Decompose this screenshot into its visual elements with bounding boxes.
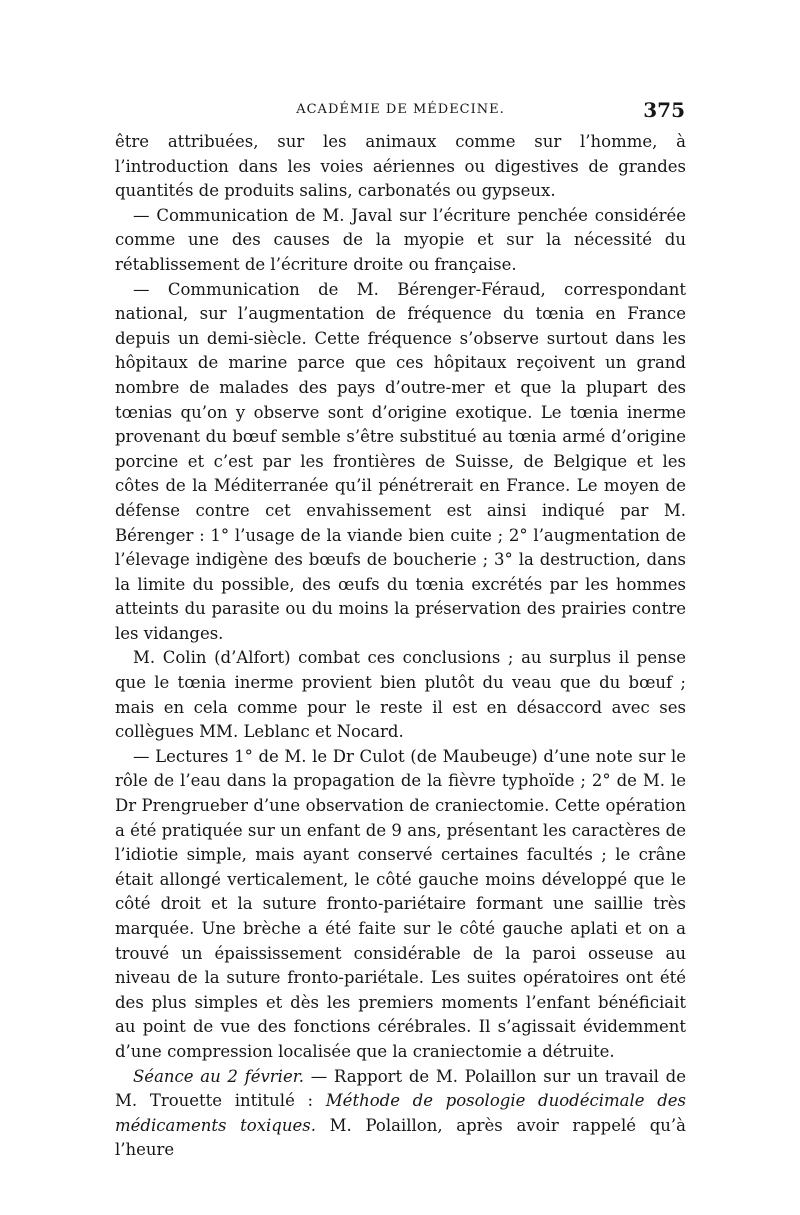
- paragraph: — Communication de M. Javal sur l’écriture penchée considérée comme une des causes de la myopie et sur la nécessité du rétablissement de l’écriture droite ou française.: [115, 205, 686, 274]
- session-text: — Rapport de M. Polaillon sur un travail de M. Trouette intitulé :: [115, 1066, 686, 1111]
- paragraph: M. Colin (d’Alfort) combat ces conclusions ; au surplus il pense que le tœnia inerme provient bien plutôt du veau que du bœuf ; mais en cela comme pour le reste il est en désaccord avec ses collègues MM. Leblanc et Nocard.: [115, 648, 686, 742]
- paragraph: — Lectures 1° de M. le Dr Culot (de Maubeuge) d’une note sur le rôle de l’eau dans la propagation de la fièvre typhoïde ; 2° de M. le Dr Prengrueber d’une observation de craniectomie. Cette opération a été pratiquée sur un enfant de 9 ans, présentant les caractères de l’idiotie simple, mais ayant conservé certaines facultés ; le crâne était allongé verticalement, le côté gauche moins développé que le côté droit et la suture fronto-pariétaire formant une saillie très marquée. Une brèche a été faite sur le côté gauche aplati et on a trouvé un épaississement considérable de la paroi osseuse au niveau de la suture fronto-pariétale. Les suites opératoires ont été des plus simples et dès les premiers moments l’enfant bénéficiait au point de vue des fonctions cérébrales. Il s’agissait évidemment d’une compression localisée que la craniectomie a détruite.: [115, 746, 686, 1061]
- paragraph: être attribuées, sur les animaux comme sur l’homme, à l’introduction dans les voies aériennes ou digestives de grandes quantités de produits salins, carbonatés ou gypseux.: [115, 132, 686, 201]
- work-title: Méthode de posologie duodécimale des médicaments toxiques.: [115, 1091, 686, 1135]
- header-title: ACADÉMIE DE MÉDECINE.: [296, 102, 505, 117]
- running-header: [116, 98, 685, 124]
- page-number: 375: [643, 98, 685, 122]
- text-body: [115, 130, 686, 1163]
- session-text-continued: M. Polaillon, après avoir rappelé qu’à l’heure: [115, 1115, 686, 1160]
- paragraph: — Communication de M. Bérenger-Féraud, correspondant national, sur l’augmentation de fréquence du tœnia en France depuis un demi-siècle. Cette fréquence s’observe surtout dans les hôpitaux de marine parce que ces hôpitaux reçoivent un grand nombre de malades des pays d’outre-mer et que la plupart des tœnias qu’on y observe sont d’origine exotique. Le tœnia inerme provenant du bœuf semble s’être substitué au tœnia armé d’origine porcine et c’est par les frontières de Suisse, de Belgique et les côtes de la Méditerranée qu’il pénétrerait en France. Le moyen de défense contre cet envahissement est ainsi indiqué par M. Bérenger : 1° l’usage de la viande bien cuite ; 2° l’augmentation de l’élevage indigène des bœufs de boucherie ; 3° la destruction, dans la limite du possible, des œufs du tœnia excrétés par les hommes atteints du parasite ou du moins la préservation des prairies contre les vidanges.: [115, 279, 686, 643]
- session-paragraph: [115, 1065, 686, 1163]
- session-date-label: Séance au 2 février.: [133, 1066, 305, 1086]
